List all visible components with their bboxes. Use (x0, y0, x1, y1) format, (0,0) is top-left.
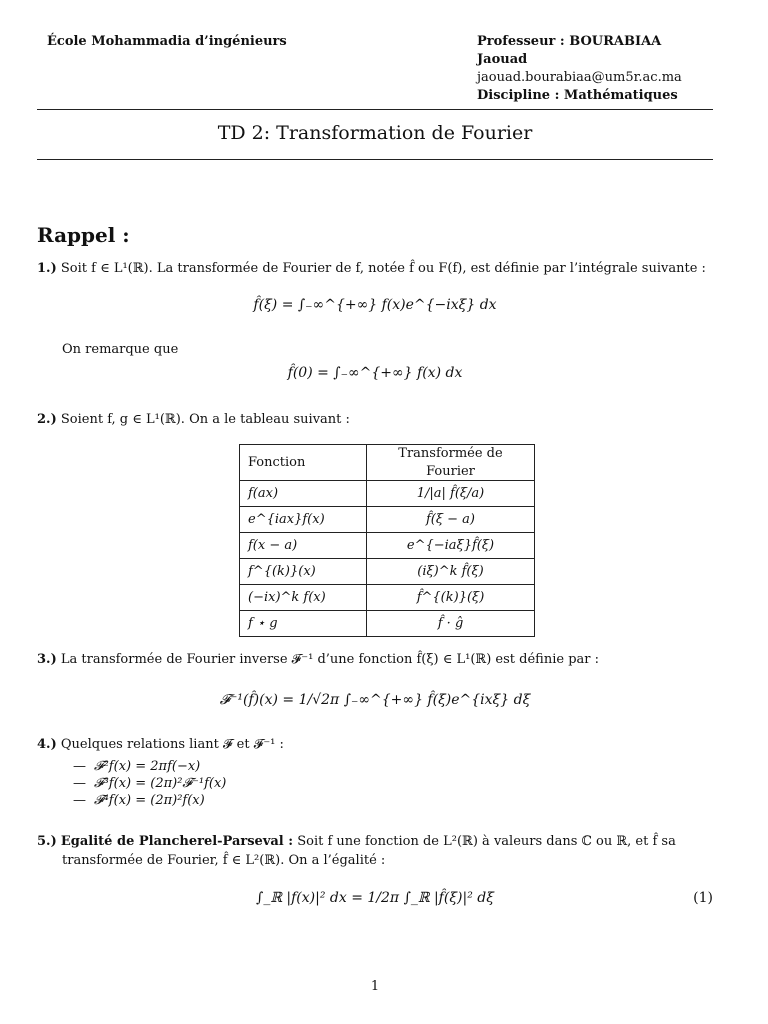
equation-number: (1) (693, 890, 713, 906)
table-cell: f̂^{(k)}(ξ) (367, 585, 535, 611)
item-4 (37, 736, 713, 754)
professor-name: Professeur : BOURABIAA Jaouad (477, 34, 662, 67)
table-header: Transformée de Fourier (367, 445, 535, 481)
section-heading: Rappel : (37, 223, 130, 247)
item-text: Soit f ∈ L¹(ℝ). La transformée de Fourier de f, notée f̂ ou F(f), est définie par l’intégrale suivante : (60, 261, 706, 276)
fourier-at-zero-equation: f̂(0) = ∫₋∞^{+∞} f(x) dx (287, 365, 463, 381)
item-number: 1.) (37, 261, 57, 276)
table-row (240, 533, 535, 559)
table-header-row (240, 445, 535, 481)
plancherel-equation (37, 889, 713, 908)
table-row (240, 611, 535, 637)
item-number: 2.) (37, 412, 57, 427)
table-cell: f^{(k)}(x) (240, 559, 367, 585)
top-rule (37, 109, 713, 110)
relations-list (73, 758, 226, 809)
list-item: — 𝓕⁴f(x) = (2π)²f(x) (73, 793, 205, 808)
fourier-properties-table (239, 444, 535, 637)
item-bold-label: Egalité de Plancherel-Parseval : (60, 834, 294, 849)
relation-text: 𝓕⁴f(x) = (2π)²f(x) (94, 793, 205, 808)
table-cell: e^{iax}f(x) (240, 507, 367, 533)
relation-text: 𝓕³f(x) = (2π)²𝓕⁻¹f(x) (94, 776, 227, 791)
item-text: Quelques relations liant 𝓕 et 𝓕⁻¹ : (60, 737, 284, 752)
table-header: Fonction (240, 445, 367, 481)
equation-body: ∫_ℝ |f(x)|² dx = 1/2π ∫_ℝ |f̂(ξ)|² dξ (256, 890, 494, 906)
table-row (240, 559, 535, 585)
item-number: 5.) (37, 834, 57, 849)
item-number: 4.) (37, 737, 57, 752)
item-1 (37, 260, 713, 278)
list-item: — 𝓕³f(x) = (2π)²𝓕⁻¹f(x) (73, 776, 227, 791)
table-row (240, 585, 535, 611)
table-cell: f(ax) (240, 481, 367, 507)
table-cell: (iξ)^k f̂(ξ) (367, 559, 535, 585)
item-text: Soit f une fonction de L²(ℝ) à valeurs dans ℂ ou ℝ, et f̂ sa (297, 834, 676, 849)
table-cell: f(x − a) (240, 533, 367, 559)
table-cell: (−ix)^k f(x) (240, 585, 367, 611)
list-item: — 𝓕²f(x) = 2πf(−x) (73, 759, 201, 774)
discipline: Discipline : Mathématiques (477, 88, 678, 103)
table-cell: f ⋆ g (240, 611, 367, 637)
page-number: 1 (370, 979, 380, 994)
item-5 (37, 833, 713, 851)
item-2 (37, 411, 713, 429)
bottom-rule (37, 159, 713, 160)
item-number: 3.) (37, 652, 57, 667)
professor-email: jaouad.bourabiaa@um5r.ac.ma (477, 70, 682, 85)
relation-text: 𝓕²f(x) = 2πf(−x) (94, 759, 201, 774)
table-row (240, 507, 535, 533)
item-5-continuation: transformée de Fourier, f̂ ∈ L²(ℝ). On a l’égalité : (62, 853, 386, 868)
item-text: Soient f, g ∈ L¹(ℝ). On a le tableau suivant : (60, 412, 350, 427)
table-cell: f̂ · ĝ (367, 611, 535, 637)
table-cell: 1/|a| f̂(ξ/a) (367, 481, 535, 507)
inverse-fourier-equation: 𝓕⁻¹(f̂)(x) = 1/√2π ∫₋∞^{+∞} f̂(ξ)e^{ixξ} dξ (219, 692, 531, 708)
fourier-definition-equation: f̂(ξ) = ∫₋∞^{+∞} f(x)e^{−ixξ} dx (253, 297, 497, 313)
page-title: TD 2: Transformation de Fourier (217, 122, 533, 144)
table-cell: e^{−iaξ}f̂(ξ) (367, 533, 535, 559)
item-3 (37, 651, 713, 669)
remark-text: On remarque que (62, 342, 179, 357)
table-row (240, 481, 535, 507)
school-name: École Mohammadia d’ingénieurs (47, 34, 287, 49)
header-info (477, 33, 713, 105)
table-cell: f̂(ξ − a) (367, 507, 535, 533)
item-text: La transformée de Fourier inverse 𝓕⁻¹ d’une fonction f̂(ξ) ∈ L¹(ℝ) est définie par : (60, 652, 599, 667)
document-page (37, 0, 713, 1024)
